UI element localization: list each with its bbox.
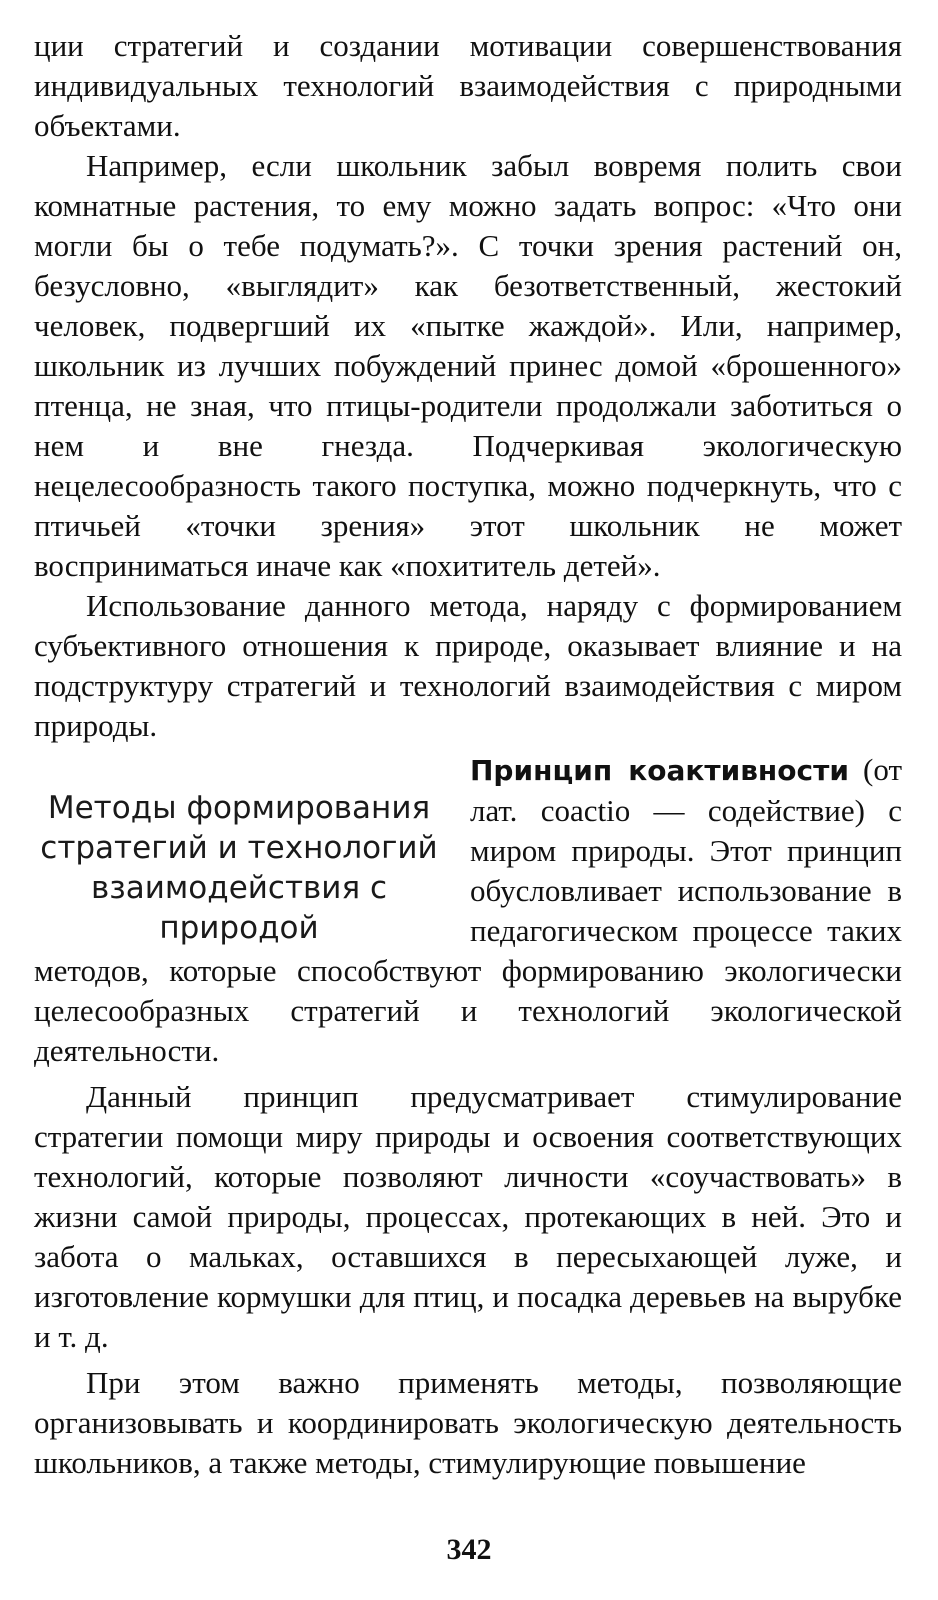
paragraph-continuation: ции стратегий и создании мотивации совершенствования индивидуальных технологий взаимодействия с природными объектами. xyxy=(34,28,902,143)
paragraph-principle-details: Данный принцип предусматривает стимулирование стратегии помощи миру природы и освоения соответствующих технологий, которые позволяют личности «соучаствовать» в жизни самой природы, процессах, протекающих в ней. Это и забота о мальках, оставшихся в пересыхающей луже, и изготовление кормушки для птиц, и посадка деревьев на вырубке и т. д. xyxy=(34,1079,902,1354)
section-heading: Методы формирования стратегий и технологий взаимодействия с природой xyxy=(40,790,438,946)
paragraph-example: Например, если школьник забыл вовремя полить свои комнатные растения, то ему можно задать вопрос: «Что они могли бы о тебе подумать?». С точки зрения растений он, безусловно, «выглядит» как безответственный, жестокий человек, подвергший их «пытке жаждой». Или, например, школьник из лучших побуждений принес домой «брошенного» птенца, не зная, что птицы-родители продолжали заботиться о нем и вне гнезда. Подчеркивая экологическую нецелесообразность такого поступка, можно подчеркнуть, что с птичьей «точки зрения» этот школьник не может восприниматься иначе как «похититель детей». xyxy=(34,148,902,583)
principle-text: (от лат. coactio — содействие) с миром природы. Этот принцип обусловливает использование в педагогическом процессе таких методов, которые способствуют формированию экологически целесообразных стратегий и технологий экологической деятельности. xyxy=(34,752,902,1068)
paragraph-methods-coordination: При этом важно применять методы, позволяющие организовывать и координировать экологическую деятельность школьников, а также методы, стимулирующие повышение xyxy=(34,1365,902,1480)
section-block xyxy=(34,746,902,1071)
paragraph-method-usage: Использование данного метода, наряду с формированием субъективного отношения к природе, оказывает влияние и на подструктуру стратегий и технологий взаимодействия с миром природы. xyxy=(34,588,902,743)
page-number: 342 xyxy=(446,1533,492,1566)
principle-title: Принцип коактивности xyxy=(470,754,849,787)
